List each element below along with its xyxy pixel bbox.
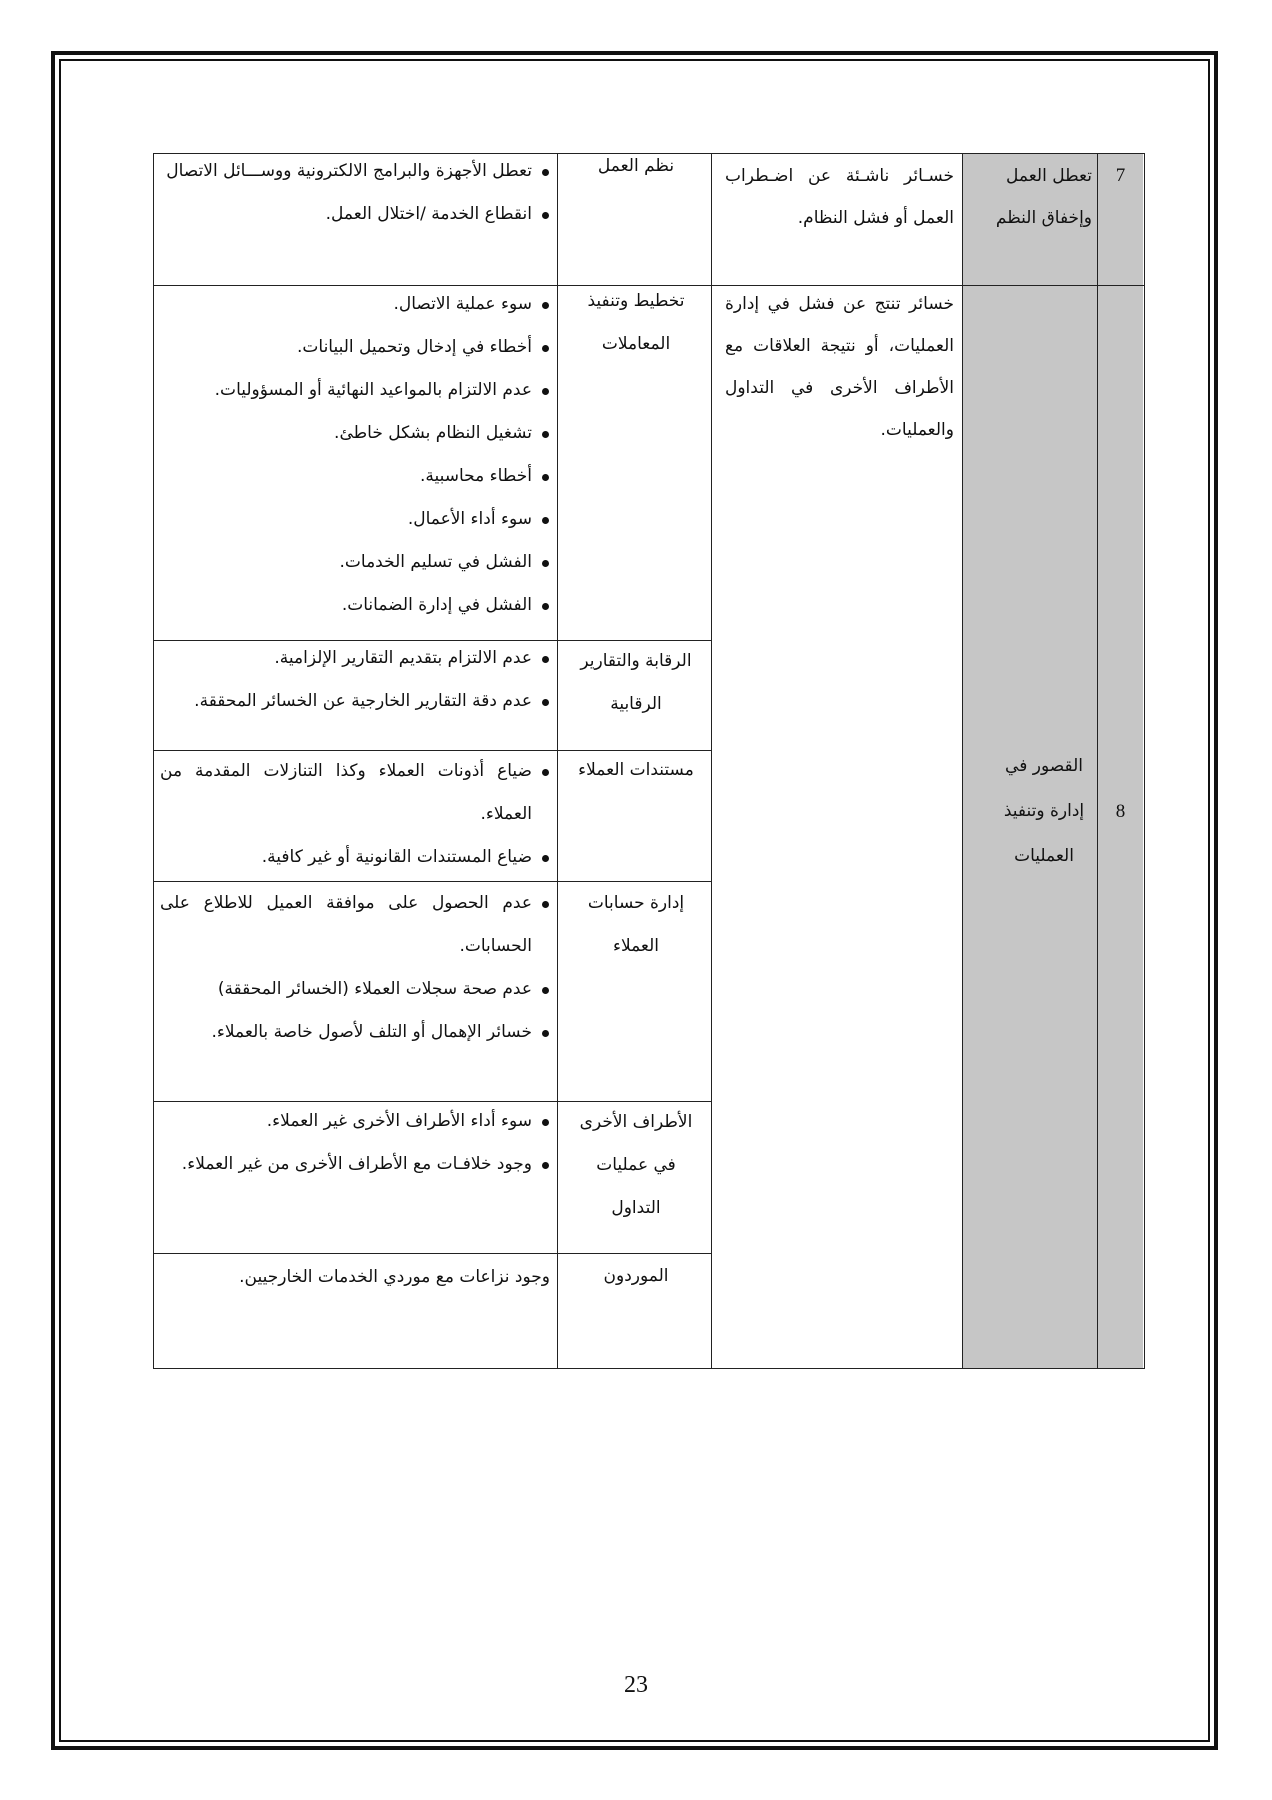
row-7-risk-items bbox=[160, 150, 552, 236]
risk-item: وجود خلافـات مع الأطراف الأخرى من غير العملاء. bbox=[160, 1143, 552, 1186]
group-divider bbox=[153, 1101, 711, 1102]
risk-item: عدم الالتزام بتقديم التقارير الإلزامية. bbox=[160, 637, 552, 680]
category-other-parties: الأطراف الأخرى في عمليات التداول bbox=[579, 1112, 693, 1218]
risk-item: سوء عملية الاتصال. bbox=[160, 283, 552, 326]
row-8-risk-name: القصور في إدارة وتنفيذ العمليات bbox=[1003, 756, 1085, 866]
page-number: 23 bbox=[624, 1672, 648, 1698]
risk-item: أخطاء محاسبية. bbox=[160, 455, 552, 498]
risk-item: الفشل في تسليم الخدمات. bbox=[160, 541, 552, 584]
risk-item: ضياع أذونات العملاء وكذا التنازلات المقدمة من العملاء. bbox=[160, 750, 552, 836]
other-parties-items bbox=[160, 1100, 552, 1186]
column-divider bbox=[557, 153, 558, 1369]
table-border-left bbox=[153, 153, 154, 1369]
risk-item: أخطاء في إدخال وتحميل البيانات. bbox=[160, 326, 552, 369]
risk-item: عدم صحة سجلات العملاء (الخسائر المحققة) bbox=[160, 968, 552, 1011]
table-border-top bbox=[153, 153, 1144, 154]
risk-item: ضياع المستندات القانونية أو غير كافية. bbox=[160, 836, 552, 879]
risk-item: تشغيل النظام بشكل خاطئ. bbox=[160, 412, 552, 455]
column-divider bbox=[962, 153, 963, 1369]
customer-documents-items bbox=[160, 750, 552, 879]
risk-item: الفشل في إدارة الضمانات. bbox=[160, 584, 552, 627]
risk-item: عدم الالتزام بالمواعيد النهائية أو المسؤوليات. bbox=[160, 369, 552, 412]
row-7-definition: خسـائر ناشـئة عن اضـطراب العمل أو فشل النظام. bbox=[725, 166, 954, 228]
number-column-bg bbox=[1098, 153, 1143, 1369]
category-customer-accounts: إدارة حسابات العملاء bbox=[587, 893, 685, 956]
row-7-risk-name: تعطل العمل وإخفاق النظم bbox=[995, 166, 1092, 228]
table-border-right bbox=[1144, 153, 1145, 1369]
risk-item: تعطل الأجهزة والبرامج الالكترونية ووســـائل الاتصال bbox=[160, 150, 552, 193]
suppliers-text: وجود نزاعات مع موردي الخدمات الخارجيين. bbox=[239, 1267, 550, 1287]
category-transaction-execution: تخطيط وتنفيذ المعاملات bbox=[587, 291, 685, 354]
monitoring-reporting-items bbox=[160, 637, 552, 723]
table-border-bottom bbox=[153, 1368, 1144, 1369]
row-7-number: 7 bbox=[1115, 165, 1126, 186]
row-8-definition: خسائر تنتج عن فشل في إدارة العمليات، أو نتيجة العلاقات مع الأطراف الأخرى في التداول والعمليات. bbox=[725, 294, 954, 440]
group-divider bbox=[153, 881, 711, 882]
risk-item: عدم الحصول على موافقة العميل للاطلاع على الحسابات. bbox=[160, 882, 552, 968]
customer-accounts-items bbox=[160, 882, 552, 1054]
risk-item: سوء أداء الأعمال. bbox=[160, 498, 552, 541]
column-divider bbox=[1097, 153, 1098, 1369]
category-monitoring-reporting: الرقابة والتقارير الرقابية bbox=[580, 651, 692, 714]
category-customer-documents: مستندات العملاء bbox=[578, 760, 694, 780]
row-8-number: 8 bbox=[1115, 801, 1126, 822]
group-divider bbox=[153, 750, 711, 751]
transaction-execution-items bbox=[160, 283, 552, 627]
column-divider bbox=[711, 153, 712, 1369]
category-work-systems: نظم العمل bbox=[597, 156, 675, 176]
group-divider bbox=[153, 1253, 711, 1254]
risk-item: انقطاع الخدمة /اختلال العمل. bbox=[160, 193, 552, 236]
risk-item: خسائر الإهمال أو التلف لأصول خاصة بالعملاء. bbox=[160, 1011, 552, 1054]
category-suppliers: الموردون bbox=[603, 1266, 669, 1286]
row-divider bbox=[153, 285, 1144, 286]
group-divider bbox=[153, 640, 711, 641]
risk-item: عدم دقة التقارير الخارجية عن الخسائر المحققة. bbox=[160, 680, 552, 723]
risk-item: سوء أداء الأطراف الأخرى غير العملاء. bbox=[160, 1100, 552, 1143]
